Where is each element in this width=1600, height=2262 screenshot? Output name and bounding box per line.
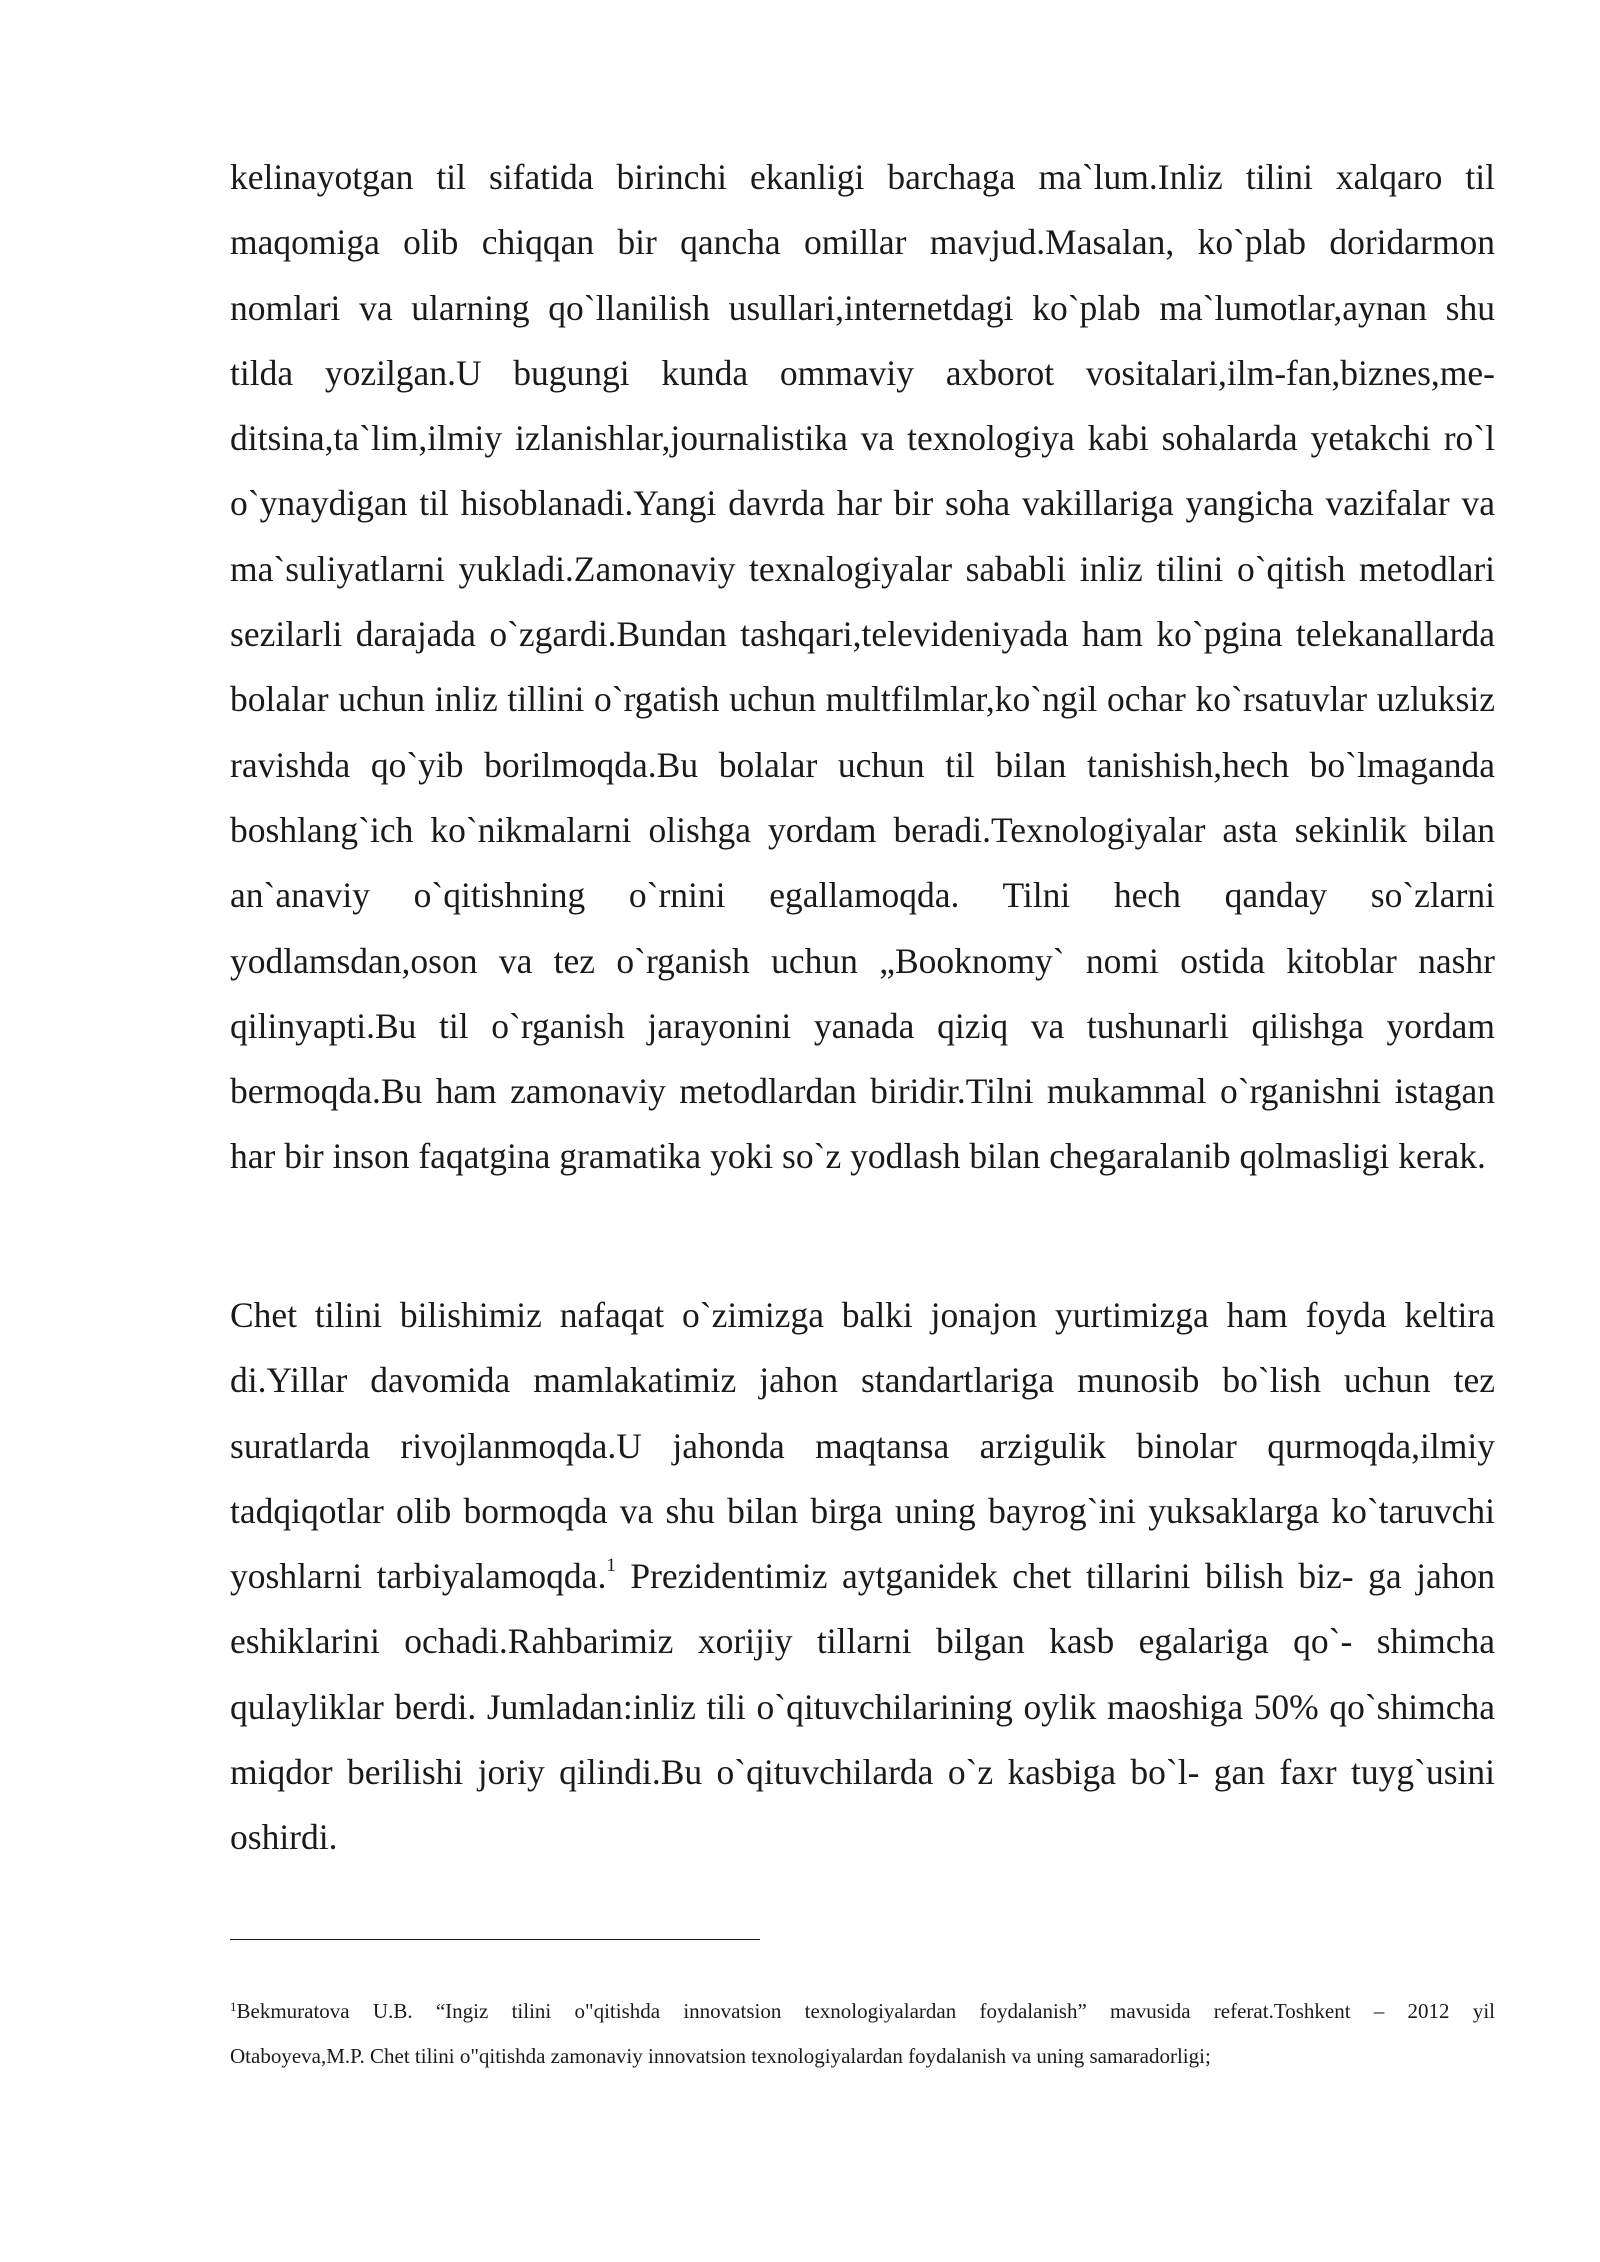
footnote-mark: 1 [230, 1999, 237, 2014]
body-paragraph-2 [230, 1283, 1495, 1871]
footnote-1 [230, 1990, 1495, 2035]
footnote-reference: 1 [606, 1555, 616, 1577]
footnote-1-text: Bekmuratova U.B. “Ingiz tilini o"qitishda innovatsion texnologiyalardan foydalanish” mavusida referat.Toshkent – 2012 yil [236, 1999, 1495, 2023]
body-paragraph-1: kelinayotgan til sifatida birinchi ekanligi barchaga ma`lum.Inliz tilini xalqaro til maqomiga olib chiqqan bir qancha omillar mavjud.Masalan, ko`plab doridarmon nomlari va ularning qo`llanilish usullari,internetdagi ko`plab ma`lumotlar,aynan shu tilda yozilgan.U bugungi kunda ommaviy axborot vositalari,ilm-fan,biznes,meditsina,ta`lim,ilmiy izlanishlar,journalistika va texnologiya kabi sohalarda yetakchi ro`l o`ynaydigan til hisoblanadi.Yangi davrda har bir soha vakillariga yangicha vazifalar va ma`suliyatlarni yukladi.Zamonaviy texnalogiyalar sababli inliz tilini o`qitish metodlari sezilarli darajada o`zgardi.Bundan tashqari,televideniyada ham ko`pgina telekanallarda bolalar uchun inliz tillini o`rgatish uchun multfilmlar,ko`ngil ochar ko`rsatuvlar uzluksiz ravishda qo`yib borilmoqda.Bu bolalar uchun til bilan tanishish,hech bo`lmaganda boshlang`ich ko`nikmalarni olishga yordam beradi.Texnologiyalar asta sekinlik bilan an`anaviy o`qitishning o`rnini egallamoqda. Tilni hech qanday so`zlarni yodlamsdan,oson va tez o`rganish uchun „Booknomy` nomi ostida kitoblar nashr qilinyapti.Bu til o`rganish jarayonini yanada qiziq va tushunarli qilishga yordam bermoqda.Bu ham zamonaviy metodlardan biridir.Tilni mukammal o`rganishni istagan har bir inson faqatgina gramatika yoki so`z yodlash bilan chegaralanib qolmasligi kerak. [230, 157, 1495, 1177]
paragraph-2-text-before-note: Chet tilini bilishimiz nafaqat o`zimizga balki jonajon yurtimizga ham foyda keltira di.Yillar davomida mamlakatimiz jahon standartlariga munosib bo`lish uchun tez suratlarda rivojlanmoqda.U jahonda maqtansa arzigulik binolar qurmoqda,ilmiy tadqiqotlar olib bormoqda va shu bilan birga uning bayrog`ini yuksaklarga ko`taruvchi yoshlarni tarbiyalamoqda. [230, 1295, 1495, 1597]
footnote-2: Otaboyeva,M.P. Chet tilini o"qitishda zamonaviy innovatsion texnologiyalardan foydalanish va uning samaradorligi; [230, 2044, 1211, 2068]
paragraph-2-text-after-note: Prezidentimiz aytganidek chet tillarini bilish biz- ga jahon eshiklarini ochadi.Rahbarimiz xorijiy tillarni bilgan kasb egalariga qo`- shimcha qulayliklar berdi. Jumladan:inliz tili o`qituvchilarining oylik maoshiga 50% qo`shimcha miqdor berilishi joriy qilindi.Bu o`qituvchilarda o`z kasbiga bo`l- gan faxr tuyg`usini oshirdi. [230, 1556, 1496, 1858]
footnote-separator [230, 1939, 760, 1940]
footnotes [230, 1990, 1495, 2078]
